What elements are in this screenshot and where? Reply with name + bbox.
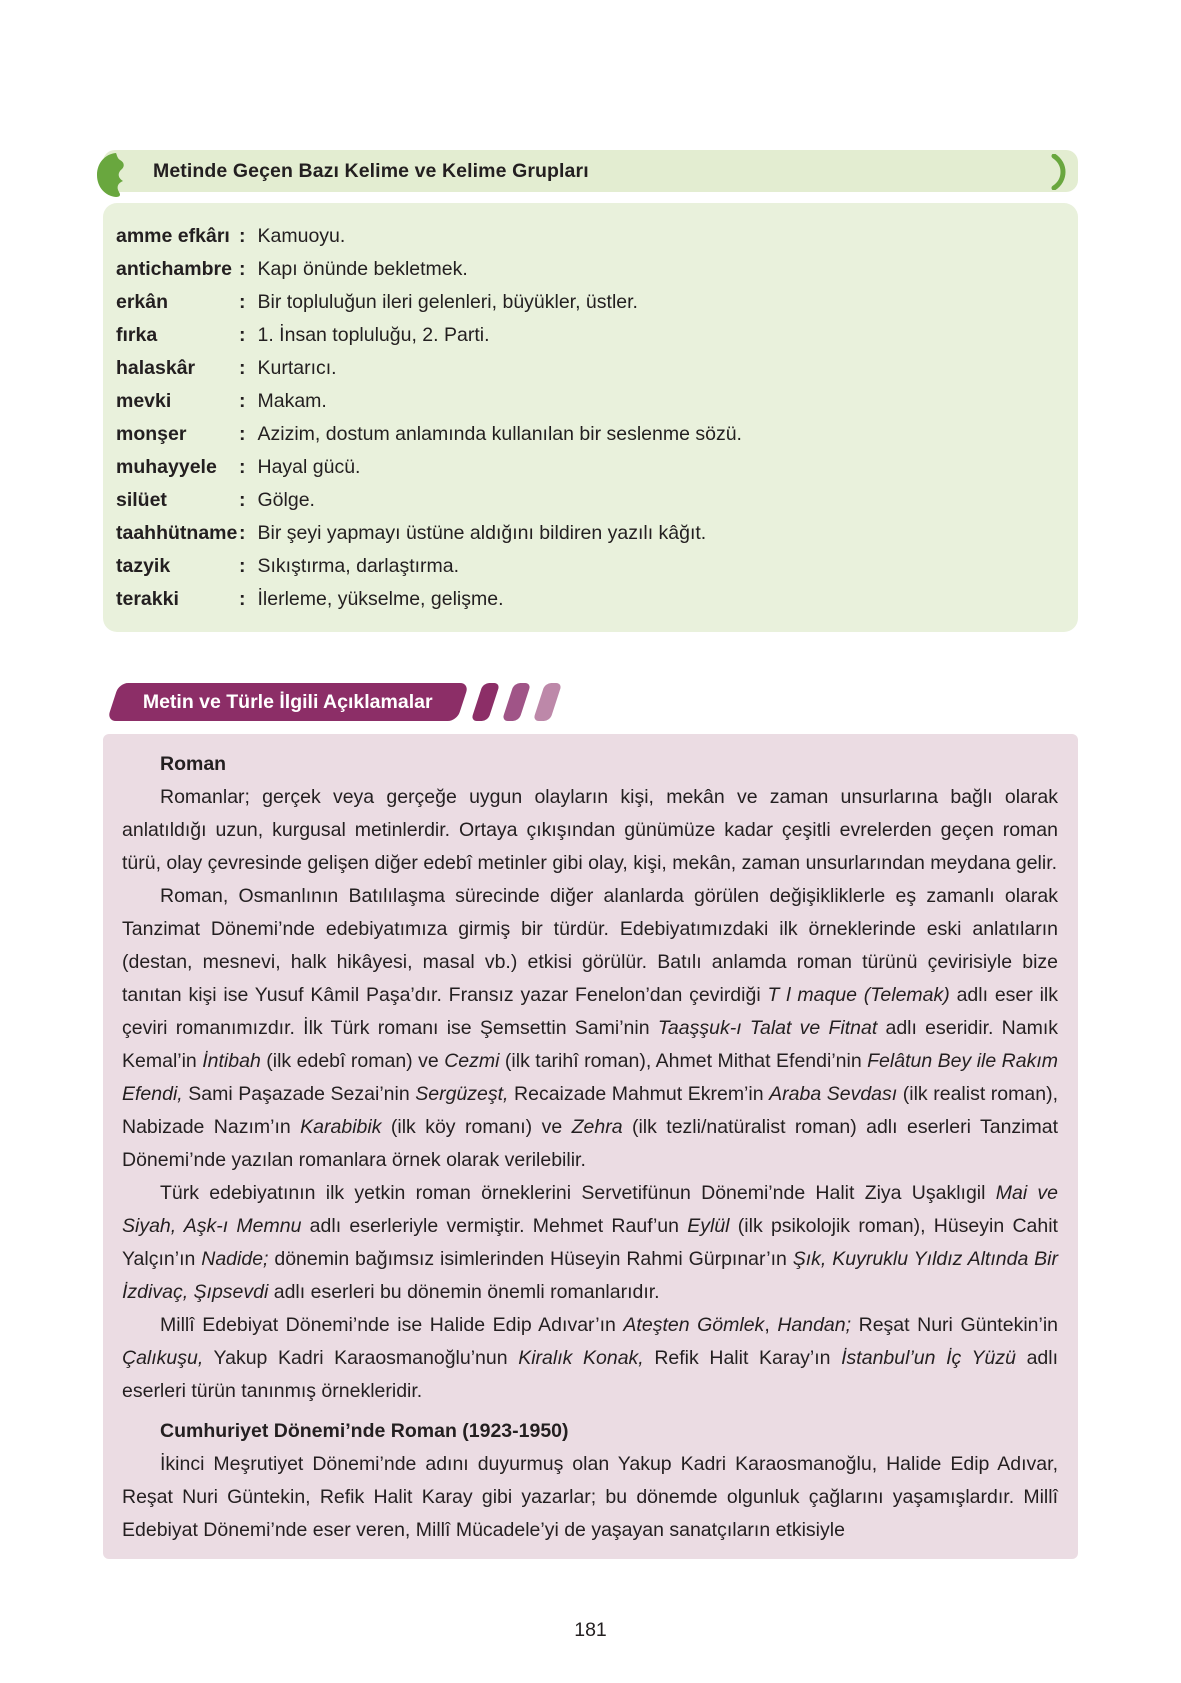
vocab-term: erkân	[116, 291, 169, 313]
curved-arc-icon	[1051, 154, 1071, 190]
body-paragraph: İkinci Meşrutiyet Dönemi’nde adını duyurmuş olan Yakup Kadri Karaosmanoğlu, Halide Edip Adıvar, Reşat Nuri Güntekin, Refik Halit Karay gibi yazarlar; bu dönemde olgunluk çağlarını yaşamışlardır. Millî Edebiyat Dönemi’nde eser veren, Millî Mücadele’yi de yaşayan sanatçıların etkisiyle	[122, 1453, 1058, 1541]
vocab-colon: :	[239, 324, 246, 346]
vocab-definition: Bir şeyi yapmayı üstüne aldığını bildiren yazılı kâğıt.	[257, 522, 707, 544]
vocab-colon: :	[239, 357, 246, 379]
vocab-term: amme efkârı	[116, 225, 230, 247]
vocab-colon: :	[239, 291, 246, 313]
vocab-term: mevki	[116, 390, 172, 412]
vocab-definition: Kurtarıcı.	[257, 357, 337, 379]
vocab-row	[116, 484, 1058, 517]
body-paragraph: Millî Edebiyat Dönemi’nde ise Halide Edip Adıvar’ın Ateşten Gömlek, Handan; Reşat Nuri Güntekin’in Çalıkuşu, Yakup Kadri Karaosmanoğlu’nun Kiralık Konak, Refik Halit Karay’ın İstanbul’un İç Yüzü adlı eserleri türün tanınmış örnekleridir.	[122, 1314, 1059, 1402]
vocab-term: terakki	[116, 588, 179, 610]
vocab-row	[116, 550, 1058, 583]
vocab-colon: :	[239, 522, 246, 544]
vocab-definition: 1. İnsan topluluğu, 2. Parti.	[257, 324, 490, 346]
vocab-row	[116, 319, 1058, 352]
vocab-term: halaskâr	[116, 357, 196, 379]
explanations-header	[103, 682, 1078, 722]
explanations-title-ribbon	[107, 683, 469, 721]
vocab-row	[116, 418, 1058, 451]
vocab-colon: :	[239, 489, 246, 511]
vocab-colon: :	[239, 423, 246, 445]
vocab-term: muhayyele	[116, 456, 217, 478]
vocab-definition: İlerleme, yükselme, gelişme.	[257, 588, 504, 610]
ribbon-stripe-icon	[533, 683, 562, 721]
vocab-term: tazyik	[116, 555, 171, 577]
content-column	[103, 150, 1078, 1642]
vocab-colon: :	[239, 225, 246, 247]
vocab-section-title: Metinde Geçen Bazı Kelime ve Kelime Grupları	[153, 159, 589, 182]
vocab-row	[116, 451, 1058, 484]
ribbon-stripe-icon	[502, 683, 531, 721]
ribbon-stripe-icon	[471, 683, 500, 721]
vocab-definition: Bir topluluğun ileri gelenleri, büyükler, üstler.	[257, 291, 638, 313]
vocab-colon: :	[239, 390, 246, 412]
sub-heading: Cumhuriyet Dönemi’nde Roman (1923-1950)	[160, 1420, 569, 1442]
vocab-row	[116, 253, 1058, 286]
vocab-row	[116, 385, 1058, 418]
vocab-colon: :	[239, 258, 246, 280]
vocab-term: fırka	[116, 324, 158, 346]
vocab-colon: :	[239, 588, 246, 610]
vocab-definition: Kapı önünde bekletmek.	[257, 258, 468, 280]
body-paragraph: Türk edebiyatının ilk yetkin roman örneklerini Servetifünun Dönemi’nde Halit Ziya Uşaklıgil Mai ve Siyah, Aşk-ı Memnu adlı eserleriyle vermiştir. Mehmet Rauf’un Eylül (ilk psikolojik roman), Hüseyin Cahit Yalçın’ın Nadide; dönemin bağımsız isimlerinden Hüseyin Rahmi Gürpınar’ın Şık, Kuyruklu Yıldız Altında Bir İzdivaç, Şıpsevdi adlı eserleri bu dönemin önemli romanlarıdır.	[122, 1182, 1059, 1303]
vocab-row	[116, 352, 1058, 385]
vocab-definition: Hayal gücü.	[257, 456, 361, 478]
vocab-definition: Azizim, dostum anlamında kullanılan bir seslenme sözü.	[257, 423, 742, 445]
vocab-section-header	[103, 150, 1078, 192]
vocab-term: antichambre	[116, 258, 232, 280]
vocab-row	[116, 286, 1058, 319]
vocab-term: monşer	[116, 423, 187, 445]
vocab-definition: Gölge.	[257, 489, 315, 511]
vocab-row	[116, 517, 1058, 550]
vocab-row	[116, 583, 1058, 616]
vocab-term: taahhütname	[116, 522, 238, 544]
vocab-row	[116, 220, 1058, 253]
page-number: 181	[574, 1619, 607, 1641]
vocab-definition: Sıkıştırma, darlaştırma.	[257, 555, 460, 577]
vocab-definition: Kamuoyu.	[257, 225, 346, 247]
vocab-term: silüet	[116, 489, 167, 511]
sub-heading: Roman	[160, 753, 227, 775]
explanations-title: Metin ve Türle İlgili Açıklamalar	[143, 690, 433, 713]
body-paragraph: Romanlar; gerçek veya gerçeğe uygun olayların kişi, mekân ve zaman unsurlarına bağlı olarak anlatıldığı uzun, kurgusal metinlerdir. Ortaya çıkışından günümüze kadar çeşitli evrelerden geçen roman türü, olay çevresinde gelişen diğer edebî metinler gibi olay, kişi, mekân, zaman unsurlarından meydana gelir.	[122, 786, 1058, 874]
leaf-icon	[96, 152, 134, 198]
vocab-colon: :	[239, 555, 246, 577]
body-paragraph: Roman, Osmanlının Batılılaşma sürecinde diğer alanlarda görülen değişikliklerle eş zamanlı olarak Tanzimat Dönemi’nde edebiyatımıza girmiş bir türdür. Edebiyatımızdaki ilk örneklerinde eski anlatıların (destan, mesnevi, halk hikâyesi, masal vb.) etkisi görülür. Batılı anlamda roman türünü çevirisiyle bize tanıtan kişi ise Yusuf Kâmil Paşa’dır. Fransız yazar Fenelon’dan çevirdiği T l maque (Telemak) adlı eser ilk çeviri romanımızdır. İlk Türk romanı ise Şemsettin Sami’nin Taaşşuk-ı Talat ve Fitnat adlı eseridir. Namık Kemal’in İntibah (ilk edebî roman) ve Cezmi (ilk tarihî roman), Ahmet Mithat Efendi’nin Felâtun Bey ile Rakım Efendi, Sami Paşazade Sezai’nin Sergüzeşt, Recaizade Mahmut Ekrem’in Araba Sevdası (ilk realist roman), Nabizade Nazım’ın Karabibik (ilk köy romanı) ve Zehra (ilk tezli/natüralist roman) adlı eserleri Tanzimat Dönemi’nde yazılan romanlara örnek olarak verilebilir.	[122, 885, 1059, 1171]
vocab-box	[103, 203, 1078, 632]
vocab-colon: :	[239, 456, 246, 478]
explanations-box	[103, 734, 1078, 1559]
vocab-definition: Makam.	[257, 390, 327, 412]
